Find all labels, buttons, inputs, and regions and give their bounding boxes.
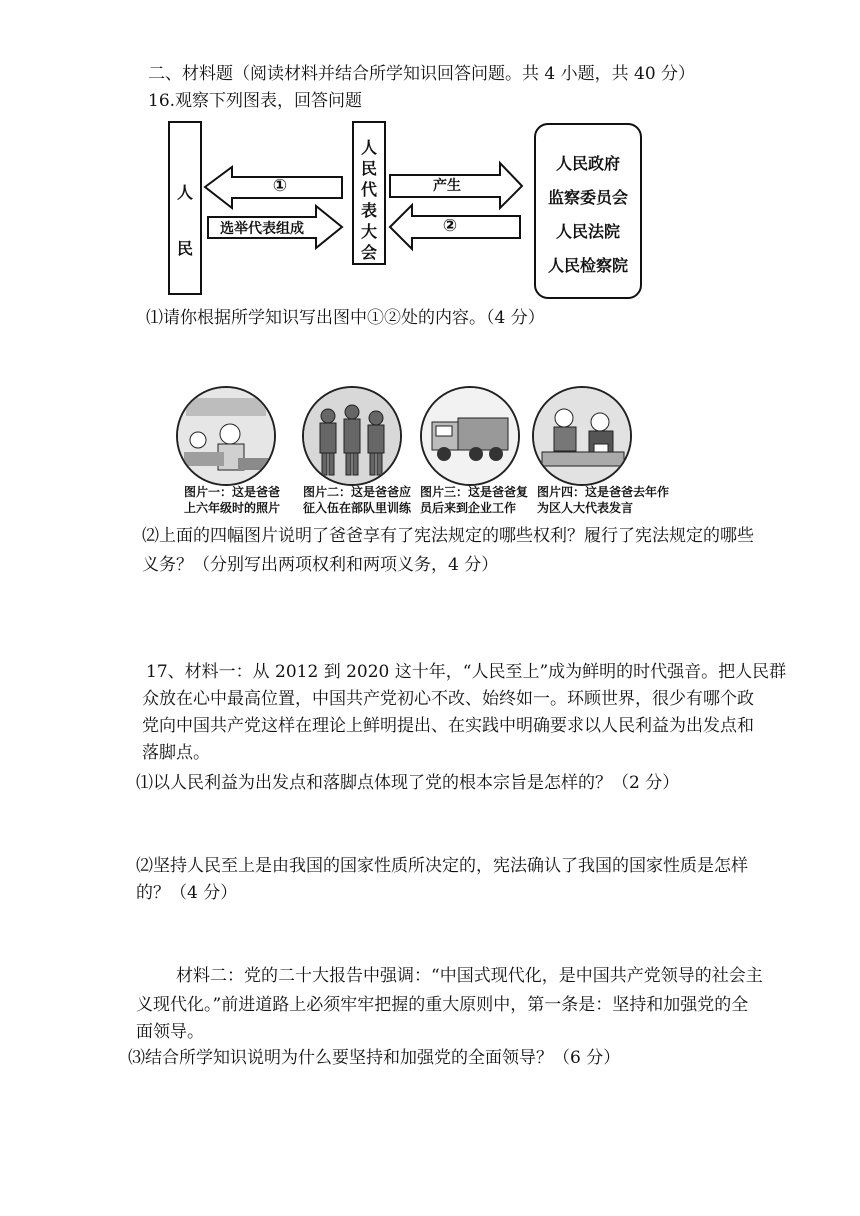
question-17-sub2-line1: ⑵坚持人民至上是由我国的国家性质所决定的，宪法确认了我国的国家性质是怎样 <box>136 856 748 876</box>
picture-4-caption-line1: 图片四：这是爸爸去年作 <box>537 485 670 499</box>
soldiers-illustration <box>304 388 400 484</box>
diagram-arrows <box>0 0 860 310</box>
question-17-sub1: ⑴以人民利益为出发点和落脚点体现了党的根本宗旨是怎样的？（2 分） <box>136 773 680 793</box>
picture-3-caption-line2: 员后来到企业工作 <box>420 501 517 515</box>
picture-1-caption-line1: 图片一：这是爸爸 <box>184 485 281 499</box>
question-16-sub1: ⑴请你根据所学知识写出图中①②处的内容。（4 分） <box>146 308 545 328</box>
congress-label: 人民代表大会 <box>361 138 378 262</box>
picture-2-caption-line2: 征入伍在部队里训练 <box>303 501 412 515</box>
question-17-material2-line3: 面领导。 <box>136 1022 204 1042</box>
picture-3-caption-line1: 图片三：这是爸爸复 <box>420 485 529 499</box>
organ-supervision: 监察委员会 <box>547 188 628 207</box>
classroom-illustration <box>178 388 274 484</box>
truck-illustration <box>422 388 518 484</box>
people-label: 人民 <box>177 183 194 258</box>
picture-4-caption-line2: 为区人大代表发言 <box>537 501 634 515</box>
picture-3-caption <box>420 484 528 516</box>
question-17-material2-line2: 义现代化。”前进道路上必须牢牢把握的重大原则中，第一条是：坚持和加强党的全 <box>136 995 749 1015</box>
question-17-sub2-line2: 的？（4 分） <box>136 883 238 903</box>
question-17-material1-line1: 17、材料一：从 2012 到 2020 这十年，“人民至上”成为鲜明的时代强音。把人民群 <box>146 662 787 682</box>
picture-4-caption <box>537 484 669 516</box>
section-title: 二、材料题（阅读材料并结合所学知识回答问题。共 4 小题，共 40 分） <box>148 64 696 84</box>
picture-2-caption-line1: 图片二：这是爸爸应 <box>303 485 412 499</box>
arrow-label-elect: 选举代表组成 <box>220 221 304 237</box>
question-17-material1-line4: 落脚点。 <box>142 743 210 763</box>
question-17-material1-line3: 党向中国共产党这样在理论上鲜明提出、在实践中明确要求以人民利益为出发点和 <box>142 716 754 736</box>
organ-court: 人民法院 <box>555 222 620 241</box>
political-system-diagram <box>0 0 860 310</box>
picture-1-caption <box>184 484 280 516</box>
question-16-prompt: 16.观察下列图表，回答问题 <box>148 91 363 111</box>
picture-3-truck <box>420 386 520 486</box>
picture-1-caption-line2: 上六年级时的照片 <box>184 501 281 515</box>
question-17-sub3: ⑶结合所学知识说明为什么要坚持和加强党的全面领导？（6 分） <box>128 1048 621 1068</box>
speech-illustration <box>534 388 630 484</box>
arrow-label-produce: 产生 <box>433 178 461 194</box>
arrow-label-circle2: ② <box>442 216 458 236</box>
question-16-sub2-line2: 义务？（分别写出两项权利和两项义务，4 分） <box>142 555 499 575</box>
picture-2-military-training <box>302 386 402 486</box>
question-16-sub2-line1: ⑵上面的四幅图片说明了爸爸享有了宪法规定的哪些权利？履行了宪法规定的哪些 <box>142 526 754 546</box>
organ-procuratorate: 人民检察院 <box>547 256 628 275</box>
question-17-material2-line1: 材料二：党的二十大报告中强调：“中国式现代化，是中国共产党领导的社会主 <box>176 966 763 986</box>
arrow-label-circle1: ① <box>272 176 288 196</box>
picture-1-classroom <box>176 386 276 486</box>
picture-2-caption <box>303 484 411 516</box>
organ-government: 人民政府 <box>555 154 620 173</box>
picture-4-congress-speech <box>532 386 632 486</box>
question-17-material1-line2: 众放在心中最高位置，中国共产党初心不改、始终如一。环顾世界，很少有哪个政 <box>142 689 754 709</box>
